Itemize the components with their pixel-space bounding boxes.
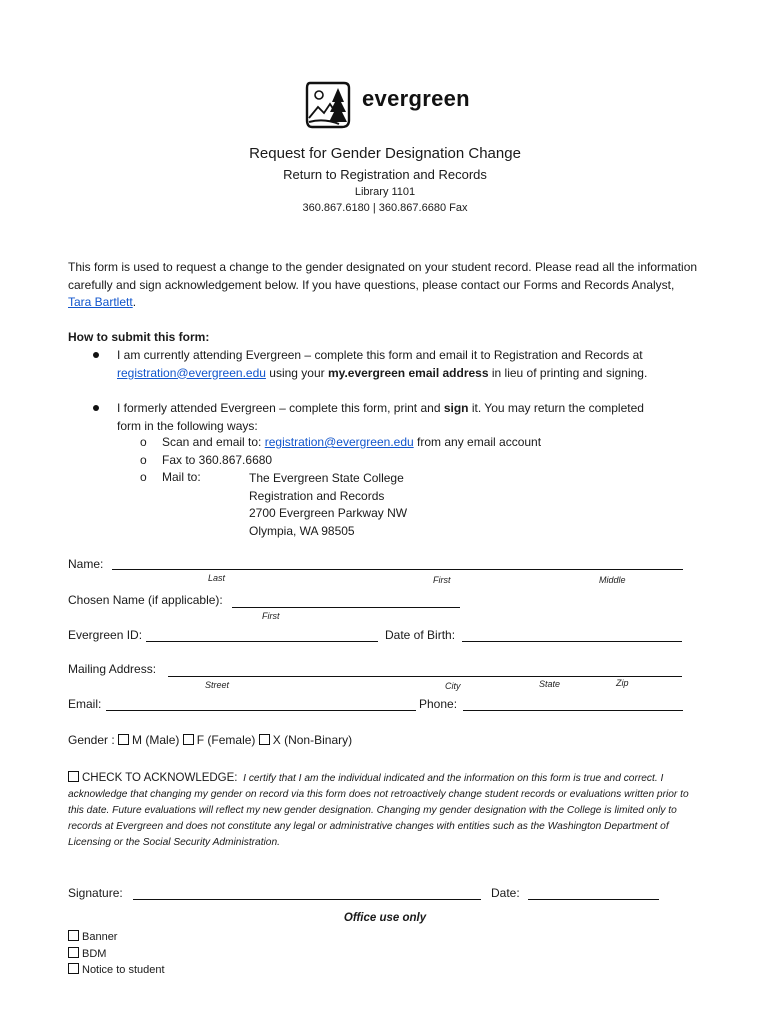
bullet2-text1: I formerly attended Evergreen – complete this form, print and: [117, 401, 444, 415]
name-label: Name:: [68, 557, 104, 571]
address-line: Olympia, WA 98505: [249, 523, 355, 538]
gender-f-label: F (Female): [196, 733, 256, 747]
date-field[interactable]: [528, 899, 659, 900]
gender-m-checkbox[interactable]: [118, 734, 129, 745]
registration-email-link[interactable]: registration@evergreen.edu: [117, 365, 266, 380]
office-item-label: BDM: [82, 947, 107, 960]
address-line: 2700 Evergreen Parkway NW: [249, 506, 408, 520]
chosen-name-field[interactable]: [232, 607, 460, 608]
name-first-caption: First: [433, 575, 451, 585]
email-field[interactable]: [106, 710, 416, 711]
evergreen-logo: [304, 80, 469, 130]
chosen-first-caption: First: [262, 611, 280, 621]
bullet1-bold: my.evergreen email address: [327, 365, 489, 380]
page-title: Request for Gender Designation Change: [249, 145, 521, 162]
mailing-address-block: [249, 470, 407, 540]
sub-marker: o: [140, 435, 147, 449]
bullet1-using: using your: [265, 365, 328, 380]
evergreen-id-label: Evergreen ID:: [68, 628, 143, 642]
page-subtitle: Return to Registration and Records: [283, 167, 487, 182]
office-banner-checkbox[interactable]: [68, 930, 79, 941]
phone-label: Phone:: [419, 697, 458, 711]
name-field[interactable]: [112, 569, 683, 570]
logo-wordmark: evergreen: [362, 86, 470, 111]
office-bdm-checkbox[interactable]: [68, 947, 79, 958]
bullet1-text: I am currently attending Evergreen – complete this form and email it to Registration and Records at: [117, 348, 643, 362]
bullet2-text2: it. You may return the completed: [468, 401, 644, 415]
office-phone-fax: 360.867.6180 | 360.867.6680 Fax: [302, 202, 468, 214]
bullet2-line2: form in the following ways:: [117, 418, 258, 433]
phone-field[interactable]: [463, 710, 683, 711]
sub1-end: from any email account: [413, 435, 542, 449]
acknowledge-block: [68, 770, 693, 851]
name-last-caption: Last: [208, 573, 226, 583]
bullet1-end: in lieu of printing and signing.: [488, 365, 648, 380]
office-item-bdm: [68, 946, 165, 963]
mailing-address-field[interactable]: [168, 676, 682, 677]
sub-item-scan: [162, 435, 541, 449]
sub-marker: o: [140, 453, 147, 467]
gender-row: [68, 733, 352, 747]
sub-item-mail: Mail to:: [162, 470, 201, 484]
city-caption: City: [445, 681, 461, 691]
bullet2-bold: sign: [443, 401, 469, 415]
acknowledge-checkbox[interactable]: [68, 771, 79, 782]
gender-x-label: X (Non-Binary): [272, 733, 353, 747]
zip-caption: Zip: [616, 678, 629, 688]
office-use-heading: Office use only: [343, 912, 427, 924]
office-use-list: [68, 929, 165, 979]
sub-item-fax: Fax to 360.867.6680: [162, 453, 273, 467]
office-notice-checkbox[interactable]: [68, 963, 79, 974]
how-to-heading: How to submit this form:: [68, 330, 210, 344]
signature-field[interactable]: [133, 899, 481, 900]
acknowledge-text: I certify that I am the individual indicated and the information on this form is true and correct. I acknowledge that changing my gender on record via this form does not retroactively change student records or evaluations written prior to this date. Future evaluations will reflect my new gender designation. Changing my gender designation with the College is limited only to records at Evergreen and does not constitute any legal or administrative changes with entities such as the Washington Department of Licensing or the Social Security Administration.: [68, 773, 689, 848]
bullet-dot: [93, 352, 99, 358]
gender-label: Gender :: [68, 733, 115, 747]
sub1-label: Scan and email to:: [162, 435, 265, 449]
acknowledge-label: CHECK TO ACKNOWLEDGE:: [82, 772, 238, 784]
office-item-label: Notice to student: [82, 964, 165, 976]
mailing-address-label: Mailing Address:: [68, 662, 157, 676]
name-middle-caption: Middle: [599, 575, 626, 585]
scan-email-link[interactable]: registration@evergreen.edu: [264, 435, 414, 449]
bullet-current-student: [117, 347, 697, 382]
bullet-former-student: [117, 400, 697, 435]
email-label: Email:: [68, 697, 102, 711]
gender-m-label: M (Male): [132, 733, 180, 747]
gender-x-checkbox[interactable]: [259, 734, 270, 745]
bullet-dot: [93, 405, 99, 411]
chosen-name-label: Chosen Name (if applicable):: [68, 593, 223, 607]
state-caption: State: [539, 679, 561, 689]
intro-end: .: [132, 295, 137, 309]
office-location: Library 1101: [354, 186, 416, 198]
office-item-label: Banner: [82, 931, 118, 943]
office-item-notice: [68, 962, 165, 979]
intro-text: This form is used to request a change to the gender designated on your student record. Please read all the information carefully and sign acknowledgement below. If you have questions, please contact our Forms and Records Analyst,: [68, 260, 698, 292]
dob-label: Date of Birth:: [385, 628, 456, 642]
address-line: The Evergreen State College: [249, 471, 404, 485]
street-caption: Street: [205, 680, 230, 690]
evergreen-id-field[interactable]: [146, 641, 378, 642]
intro-paragraph: [68, 259, 698, 312]
office-item-banner: [68, 929, 165, 946]
gender-f-checkbox[interactable]: [183, 734, 194, 745]
address-line: Registration and Records: [249, 488, 385, 503]
signature-label: Signature:: [68, 886, 123, 900]
contact-link[interactable]: Tara Bartlett: [68, 295, 133, 309]
dob-field[interactable]: [462, 641, 682, 642]
sub-marker: o: [140, 470, 147, 484]
date-label: Date:: [491, 886, 520, 900]
evergreen-tree-icon: [304, 80, 352, 130]
